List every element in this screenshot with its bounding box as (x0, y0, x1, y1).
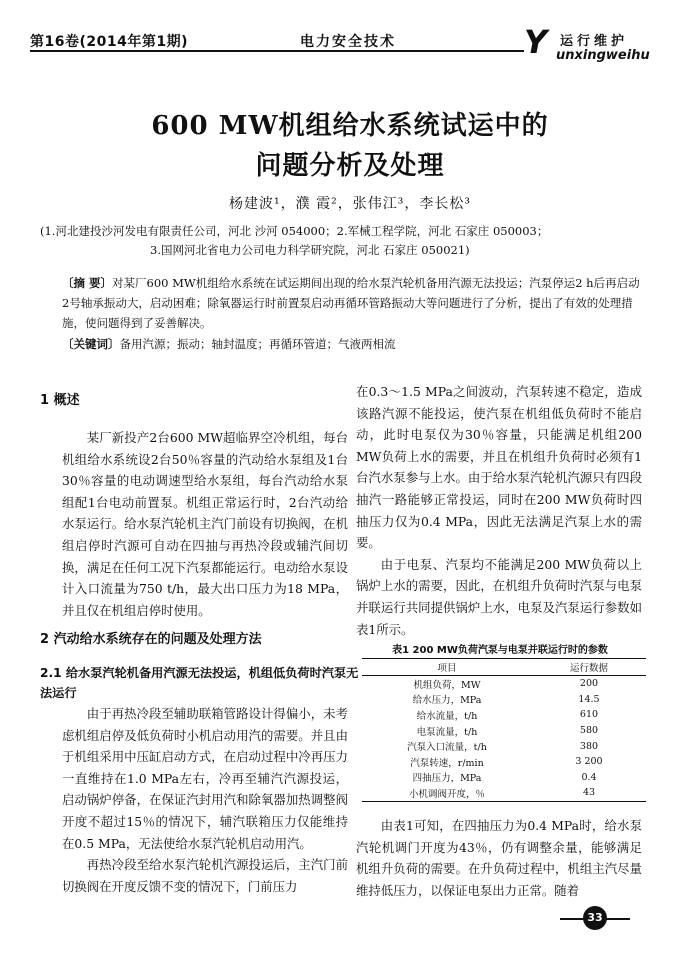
parameter-table (362, 658, 646, 802)
issue-info: 第16卷(2014年第1期) (30, 34, 188, 50)
table-cell-item: 小机调阀开度，％ (362, 785, 532, 801)
table-header-row (362, 659, 646, 676)
table-row (362, 692, 646, 708)
right-column-text (356, 381, 642, 640)
table-cell-item: 汽泵入口流量，t/h (407, 742, 487, 754)
section-heading-1: 1 概述 (40, 393, 80, 408)
table-cell-item: 电泵流量，t/h (416, 726, 478, 738)
table-row (362, 754, 646, 770)
table-cell-item: 机组负荷，MW (413, 679, 481, 691)
table-row (362, 707, 646, 723)
right-paragraph-2: 由于电泵、汽泵均不能满足200 MW负荷以上锅炉上水的需要，因此，在机组升负荷时汽泵与电泵并联运行共同提供锅炉上水，电泵及汽泵运行参数如表1所示。 (356, 556, 642, 637)
article-title-line2: 问题分析及处理 (255, 151, 445, 181)
table-cell-item: 给水压力，MPa (412, 695, 482, 707)
table-cell-item: 四抽压力，MPa (412, 773, 482, 785)
subsection-2-1-paragraph-2: 再热冷段至给水泵汽轮机汽源投运后，主汽门前切换阀在开度反馈不变的情况下，门前压力 (62, 857, 348, 894)
table-cell-item: 给水流量，t/h (416, 710, 478, 722)
table-cell-value: 14.5 (578, 693, 600, 705)
table-cell-value: 0.4 (581, 771, 597, 783)
table-row (362, 770, 646, 786)
overview-paragraph: 某厂新投产2台600 MW超临界空冷机组，每台机组给水系统设2台50％容量的汽动给水泵组及1台30％容量的电动调速型给水泵组，每台汽动给水泵组配1台电动前置泵。机组正常运行时，2台汽动给水泵运行。给水泵汽轮机主汽门前设有切换阀，在机组启停时汽源可自动在四抽与再热冷段或辅汽间切换，满足在任何工况下汽泵都能运行。电动给水泵设计入口流量为750 t/h，最大出口压力为18 MPa，并且仅在机组启停时使用。 (62, 430, 348, 618)
abstract-label: 〔摘 要〕 (62, 276, 113, 290)
affiliation-line1: (1.河北建投沙河发电有限责任公司，河北 沙河 054000；2.军械工程学院，河北 石家庄 050003； (40, 224, 549, 238)
subsection-2-1-paragraph-1: 由于再热冷段至辅助联箱管路设计得偏小，未考虑机组启停及低负荷时小机启动用汽的需要。并且由于机组采用中压缸启动方式，在启动过程中冷再压力一直维持在1.0 MPa左右，冷再至辅汽汽源投运，启动锅炉停备，在保证汽封用汽和除氧器加热调整阀开度不超过15％的情况下，辅汽联箱压力仅能维持在0.5 MPa，无法使给水泵汽轮机启动用汽。 (62, 706, 348, 851)
table-cell-value: 580 (579, 725, 599, 737)
table-header-value: 运行数据 (532, 659, 646, 676)
affiliation-line2: 3.国网河北省电力公司电力科学研究院，河北 石家庄 050021) (150, 243, 470, 257)
table-cell-value: 610 (579, 709, 599, 721)
table-cell-value: 3 200 (575, 756, 603, 768)
abstract-text: 对某厂600 MW机组给水系统在试运期间出现的给水泵汽轮机备用汽源无法投运；汽泵停运2 h后再启动2号轴承振动大，启动困难；除氧器运行时前置泵启动再循环管路振动大等问题进行了分析，提出了有效的处理措施，使问题得到了妥善解决。 (62, 276, 640, 330)
article-title-line1: 600 MW机组给水系统试运中的 (151, 111, 549, 141)
section-logo-letter: Y (524, 23, 548, 61)
table-cell-value: 380 (579, 740, 599, 752)
table-cell-item: 汽泵转速，r/min (410, 757, 484, 769)
table-header-item: 项目 (362, 659, 532, 676)
subsection-2-1-text (62, 703, 348, 897)
table-cell-value: 43 (532, 785, 646, 801)
subsection-heading-2-1: 2.1 给水泵汽轮机备用汽源无法投运，机组低负荷时汽泵无法运行 (40, 666, 359, 700)
table-row (362, 785, 646, 801)
author-list: 杨建波¹，濮 霞²，张伟江³，李长松³ (229, 196, 471, 212)
keywords-text: 备用汽源；振动；轴封温度；再循环管道；气液两相流 (119, 337, 396, 351)
table-caption: 表1 200 MW负荷汽泵与电泵并联运行时的参数 (392, 645, 608, 656)
keywords-label: 〔关键词〕 (62, 337, 120, 351)
table-row (362, 723, 646, 739)
right-paragraph-3: 由表1可知，在四抽压力为0.4 MPa时，给水泵汽轮机调门开度为43％，仍有调整余量，能够满足机组升负荷的需要。在升负荷过程中，机组主汽尽量维持低压力，以保证电泵出力正常。随着 (356, 818, 642, 898)
section-wordmark: unxingweihu (556, 48, 650, 63)
abstract (62, 273, 642, 333)
table-cell-value: 200 (579, 678, 599, 690)
journal-name: 电力安全技术 (300, 34, 396, 50)
table-row (362, 738, 646, 754)
keywords (62, 334, 642, 354)
header-rule (30, 50, 524, 52)
table-row (362, 676, 646, 692)
right-paragraph-1: 在0.3～1.5 MPa之间波动，汽泵转速不稳定，造成该路汽源不能投运，使汽泵在机组低负荷时不能启动，此时电泵仅为30％容量，只能满足机组200 MW负荷上水的需要，并且在机组升负荷时必须有1台汽水泵参与上水。由于给水泵汽轮机汽源只有四段抽汽一路能够正常投运，同时在200 MW负荷时四抽压力仅为0.4 MPa，因此无法满足汽泵上水的需要。 (356, 384, 642, 551)
section-heading-2: 2 汽动给水系统存在的问题及处理方法 (40, 632, 262, 647)
right-column-text-lower (356, 815, 642, 901)
page-number: 33 (583, 906, 607, 930)
section-name: 运行维护 (560, 34, 629, 49)
